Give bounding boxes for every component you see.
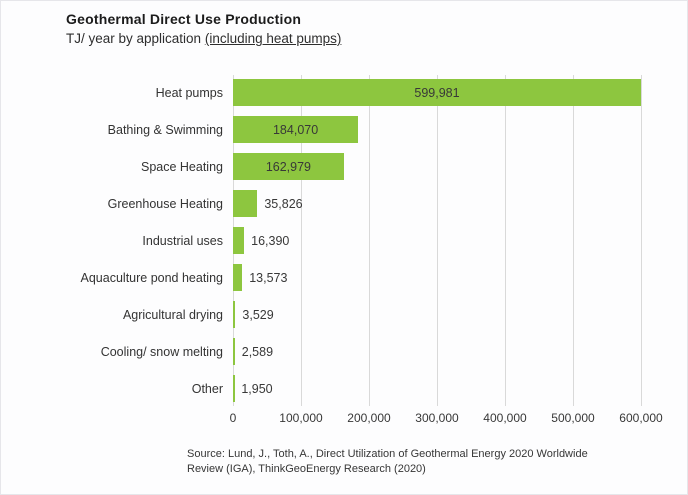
x-tick-label: 600,000: [619, 411, 663, 425]
x-tick-label: 400,000: [483, 411, 527, 425]
bar-row: [1, 111, 688, 148]
bar-row: [1, 296, 688, 333]
bar-track: [233, 338, 688, 365]
x-tick-label: 0: [229, 411, 237, 425]
bar-row: [1, 259, 688, 296]
bar-track: [233, 227, 688, 254]
bar-track: [233, 264, 688, 291]
bar: [233, 190, 257, 217]
bar-row: [1, 370, 688, 407]
category-label: Heat pumps: [155, 85, 223, 100]
chart-header: [66, 11, 341, 46]
value-label: 162,979: [265, 159, 311, 174]
value-label: 1,950: [241, 381, 273, 396]
bar-track: [233, 116, 688, 143]
bar-row: [1, 222, 688, 259]
category-label: Cooling/ snow melting: [100, 344, 223, 359]
bar-track: [233, 153, 688, 180]
chart-subtitle-underlined: (including heat pumps): [204, 31, 342, 46]
value-label: 184,070: [272, 122, 319, 137]
bar-track: [233, 375, 688, 402]
chart-subtitle-prefix: TJ/ year by application: [66, 31, 205, 46]
bar-row: [1, 148, 688, 185]
value-label: 16,390: [251, 233, 290, 248]
bar-track: [233, 79, 688, 106]
x-tick-label: 300,000: [415, 411, 459, 425]
plot-area: [1, 74, 688, 407]
category-label: Bathing & Swimming: [107, 122, 223, 137]
bar: [233, 338, 235, 365]
bar-track: [233, 301, 688, 328]
value-label: 599,981: [414, 85, 460, 100]
bar-track: [233, 190, 688, 217]
source-line-1: Source: Lund, J., Toth, A., Direct Utilization of Geothermal Energy 2020 Worldwide: [187, 448, 588, 460]
category-label: Greenhouse Heating: [107, 196, 223, 211]
bar-row: [1, 74, 688, 111]
category-label: Space Heating: [140, 159, 223, 174]
category-label: Agricultural drying: [122, 307, 223, 322]
bar-row: [1, 185, 688, 222]
category-label: Industrial uses: [142, 233, 223, 248]
x-tick-label: 200,000: [347, 411, 391, 425]
value-label: 13,573: [249, 270, 288, 285]
value-label: 3,529: [242, 307, 274, 322]
source-note: [187, 447, 657, 478]
bar-rows: [1, 74, 688, 407]
value-label: 2,589: [241, 344, 274, 359]
bar: [233, 227, 244, 254]
bar: [233, 375, 235, 402]
value-label: 35,826: [264, 196, 303, 211]
bar-row: [1, 333, 688, 370]
category-label: Other: [191, 381, 223, 396]
source-line-2: Review (IGA), ThinkGeoEnergy Research (2020): [187, 463, 426, 476]
x-tick-label: 100,000: [279, 411, 323, 425]
bar: [233, 264, 242, 291]
x-axis: [1, 411, 688, 427]
chart-title: Geothermal Direct Use Production: [66, 11, 302, 27]
bar: [233, 301, 235, 328]
category-label: Aquaculture pond heating: [80, 270, 223, 285]
chart-subtitle: [66, 31, 341, 46]
x-tick-label: 500,000: [551, 411, 595, 425]
